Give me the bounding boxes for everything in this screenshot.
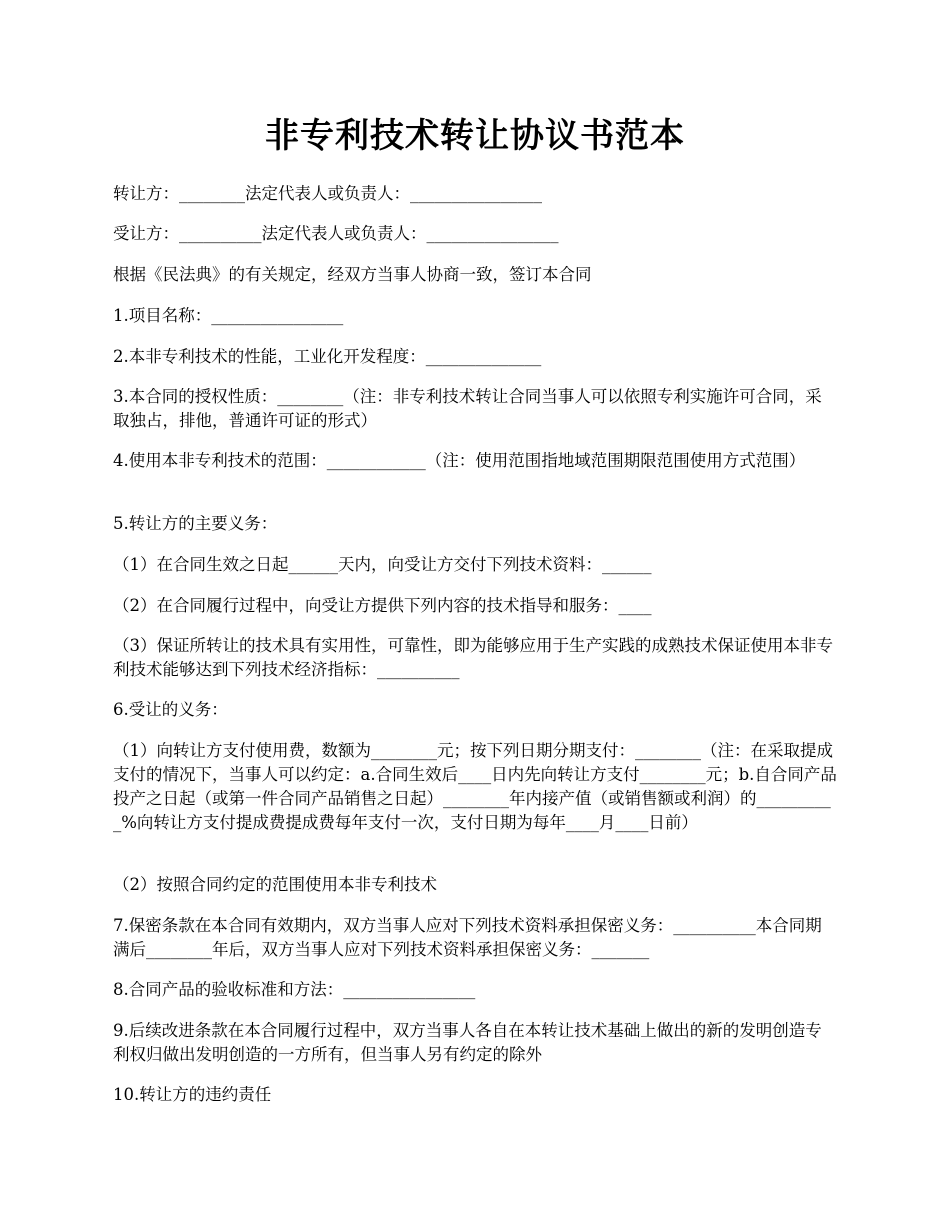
paragraph-item-8: 8.合同产品的验收标准和方法：________________ bbox=[113, 980, 476, 999]
paragraph-item-5-1: （1）在合同生效之日起______天内，向受让方交付下列技术资料：______ bbox=[113, 555, 652, 574]
document-title: 非专利技术转让协议书范本 bbox=[265, 116, 685, 156]
paragraph-item-9: 9.后续改进条款在本合同履行过程中，双方当事人各自在本转让技术基础上做出的新的发明创造专利权归做出发明创造的一方所有，但当事人另有约定的除外 bbox=[113, 1021, 822, 1064]
paragraph-item-5-3: （3）保证所转让的技术具有实用性，可靠性，即为能够应用于生产实践的成熟技术保证使用本非专利技术能够达到下列技术经济指标：__________ bbox=[113, 636, 833, 679]
paragraph-item-6-2: （2）按照合同约定的范围使用本非专利技术 bbox=[113, 875, 437, 894]
paragraph-item-7: 7.保密条款在本合同有效期内，双方当事人应对下列技术资料承担保密义务：__________本合同期满后________年后，双方当事人应对下列技术资料承担保密义务：_______ bbox=[113, 916, 822, 959]
paragraph-item-3: 3.本合同的授权性质：________（注：非专利技术转让合同当事人可以依照专利实施许可合同，采取独占，排他，普通许可证的形式） bbox=[113, 387, 822, 430]
paragraph-item-1: 1.项目名称：________________ bbox=[113, 306, 344, 325]
paragraph-item-2: 2.本非专利技术的性能，工业化开发程度：______________ bbox=[113, 347, 542, 366]
paragraph-item-5: 5.转让方的主要义务： bbox=[113, 514, 278, 533]
paragraph-item-4: 4.使用本非专利技术的范围：____________（注：使用范围指地域范围期限范围使用方式范围） bbox=[113, 451, 806, 470]
paragraph-item-6: 6.受让的义务： bbox=[113, 700, 228, 719]
paragraph-preamble: 根据《民法典》的有关规定，经双方当事人协商一致，签订本合同 bbox=[113, 265, 592, 284]
paragraph-transferor: 转让方：________法定代表人或负责人：________________ bbox=[113, 184, 542, 203]
paragraph-item-10: 10.转让方的违约责任 bbox=[113, 1085, 272, 1104]
paragraph-item-5-2: （2）在合同履行过程中，向受让方提供下列内容的技术指导和服务：____ bbox=[113, 596, 652, 615]
paragraph-item-6-1: （1）向转让方支付使用费，数额为________元；按下列日期分期支付：________（注：在采取提成支付的情况下，当事人可以约定：a.合同生效后____日内先向转让方支付________元；b.自合同产品投产之日起（或第一件合同产品销售之日起）________年内接产值（或销售额或利润）的__________%向转让方支付提成费提成费每年支付一次，支付日期为每年____月____日前） bbox=[113, 741, 837, 832]
paragraph-transferee: 受让方：__________法定代表人或负责人：________________ bbox=[113, 224, 559, 243]
